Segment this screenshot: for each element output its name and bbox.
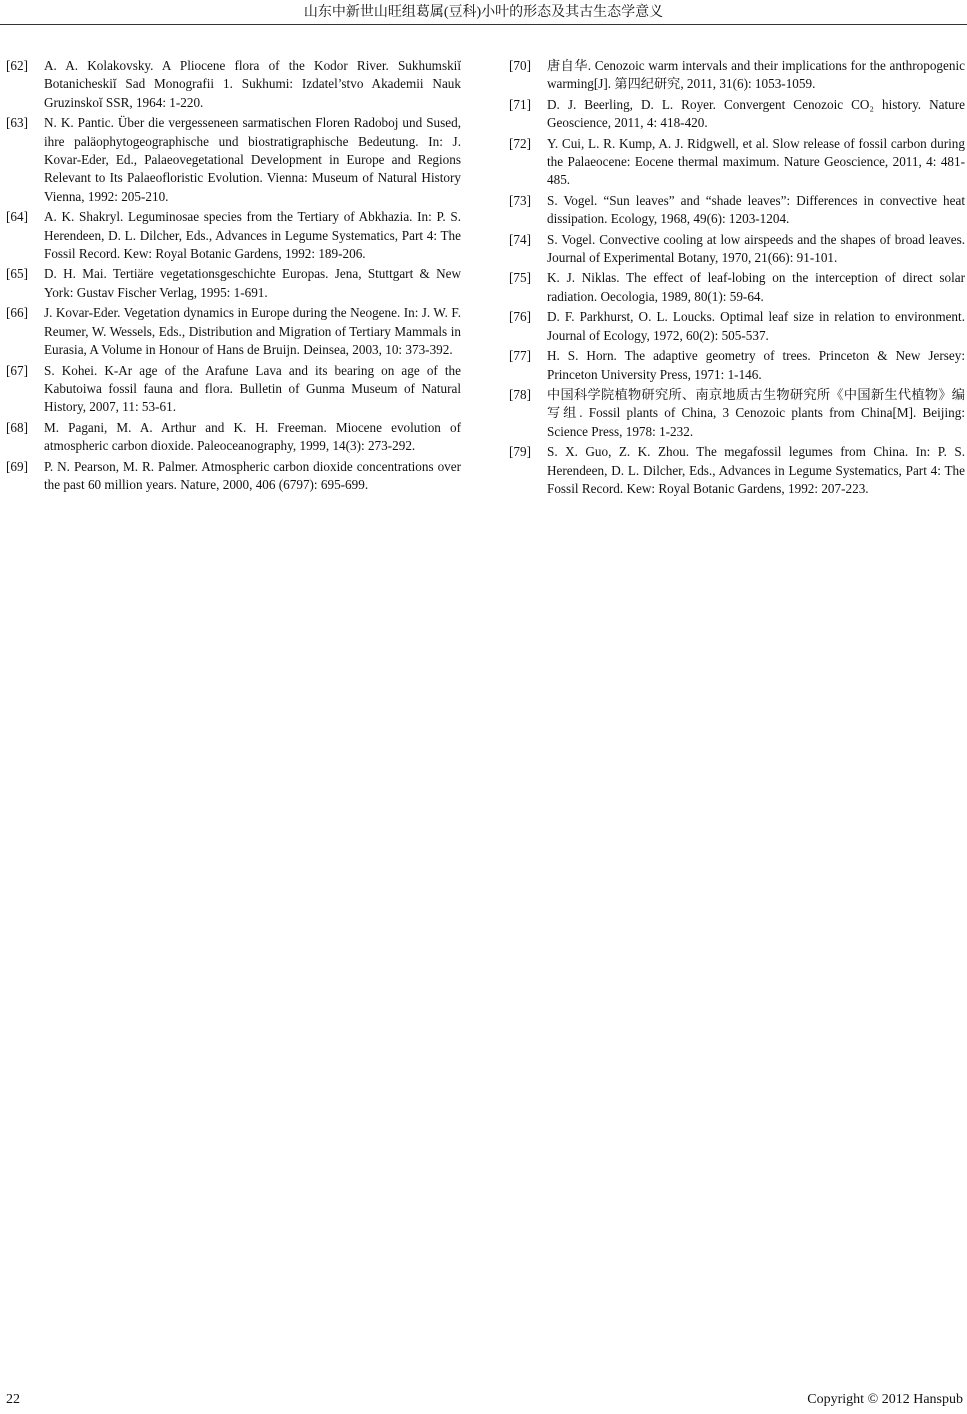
reference-item: [509, 57, 965, 94]
reference-number: [71]: [509, 96, 531, 112]
reference-number: [69]: [6, 458, 28, 474]
reference-text: S. Vogel. Convective cooling at low airspeeds and the shapes of broad leaves. Journal of Experimental Botany, 1970, 21(66): 91-101.: [547, 231, 965, 266]
copyright-notice: Copyright © 2012 Hanspub: [807, 1392, 963, 1407]
reference-text: N. K. Pantic. Über die vergesseneen sarmatischen Floren Radoboj und Sused, ihre paläophytogeographische und biostratigraphische Bedeutung. In: J. Kovar-Eder, Ed., Palaeovegetational Development in Europe and Regions Relevant to Its Palaeofloristic Evolution. Vienna: Museum of Natural History Vienna, 1992: 205-210.: [44, 115, 461, 204]
reference-number: [75]: [509, 270, 531, 286]
reference-text: S. X. Guo, Z. K. Zhou. The megafossil legumes from China. In: P. S. Herendeen, D. L. Dilcher, Eds., Advances in Legume Systematics, Part 4: The Fossil Record. Kew: Royal Botanic Gardens, 1992: 207-223.: [547, 444, 965, 496]
reference-item: [6, 458, 461, 495]
reference-text: S. Kohei. K-Ar age of the Arafune Lava and its bearing on age of the Kabutoiwa fossil fauna and flora. Bulletin of Gunma Museum of Natural History, 2007, 11: 53-61.: [44, 362, 461, 415]
reference-text: A. K. Shakryl. Leguminosae species from the Tertiary of Abkhazia. In: P. S. Herendeen, D. L. Dilcher, Eds., Advances in Legume Systematics, Part 4: The Fossil Record. Kew: Royal Botanic Gardens, 1992: 189-206.: [44, 209, 461, 262]
references-left-column: [6, 57, 461, 496]
reference-item: [509, 443, 965, 498]
reference-text: H. S. Horn. The adaptive geometry of trees. Princeton & New Jersey: Princeton University Press, 1971: 1-146.: [547, 348, 965, 382]
reference-item: [6, 208, 461, 263]
reference-text: M. Pagani, M. A. Arthur and K. H. Freeman. Miocene evolution of atmospheric carbon dioxide. Paleoceanography, 1999, 14(3): 273-292.: [44, 419, 461, 454]
reference-item: [509, 135, 965, 190]
reference-text: 唐自华. Cenozoic warm intervals and their implications for the anthropogenic warming[J]. 第四纪研究, 2011, 31(6): 1053-1059.: [547, 58, 965, 92]
reference-text: Y. Cui, L. R. Kump, A. J. Ridgwell, et al. Slow release of fossil carbon during the Palaeocene: Eocene thermal maximum. Nature Geoscience, 2011, 4: 481-485.: [547, 135, 965, 188]
reference-text: A. A. Kolakovsky. A Pliocene flora of the Kodor River. Sukhumskiĭ Botanicheskiĭ Sad Monografii 1. Sukhumi: Izdatel’stvo Akademii Nauk Gruzinskoĭ SSR, 1964: 1-220.: [44, 58, 461, 110]
reference-text: D. H. Mai. Tertiäre vegetationsgeschichte Europas. Jena, Stuttgart & New York: Gustav Fischer Verlag, 1995: 1-691.: [44, 266, 461, 300]
reference-number: [74]: [509, 231, 531, 247]
reference-item: [509, 231, 965, 268]
reference-text: K. J. Niklas. The effect of leaf-lobing on the interception of direct solar radiation. Oecologia, 1989, 80(1): 59-64.: [547, 270, 965, 304]
reference-number: [67]: [6, 362, 28, 378]
reference-number: [64]: [6, 209, 28, 225]
reference-item: [6, 265, 461, 302]
reference-text: D. J. Beerling, D. L. Royer. Convergent Cenozoic CO₂ history. Nature Geoscience, 2011, 4: 418-420.: [547, 96, 965, 131]
references-right-column: [509, 57, 965, 500]
reference-item: [509, 308, 965, 345]
reference-item: [6, 362, 461, 417]
reference-text: 中国科学院植物研究所、南京地质古生物研究所《中国新生代植物》编写组. Fossil plants of China, 3 Cenozoic plants from China[M]. Beijing: Science Press, 1978: 1-232.: [547, 386, 965, 439]
reference-item: [6, 114, 461, 206]
reference-number: [65]: [6, 266, 28, 282]
reference-text: P. N. Pearson, M. R. Palmer. Atmospheric carbon dioxide concentrations over the past 60 million years. Nature, 2000, 406 (6797): 695-699.: [44, 458, 461, 492]
reference-text: S. Vogel. “Sun leaves” and “shade leaves”: Differences in convective heat dissipation. Ecology, 1968, 49(6): 1203-1204.: [547, 192, 965, 227]
reference-item: [6, 419, 461, 456]
reference-text: D. F. Parkhurst, O. L. Loucks. Optimal leaf size in relation to environment. Journal of Ecology, 1972, 60(2): 505-537.: [547, 309, 965, 343]
reference-number: [62]: [6, 58, 28, 73]
reference-number: [79]: [509, 444, 531, 460]
page-number: 22: [6, 1392, 20, 1407]
reference-number: [63]: [6, 115, 28, 131]
reference-item: [6, 57, 461, 112]
reference-number: [76]: [509, 309, 531, 325]
reference-number: [68]: [6, 419, 28, 435]
reference-item: [509, 386, 965, 441]
reference-item: [509, 347, 965, 384]
reference-item: [509, 192, 965, 229]
reference-text: J. Kovar-Eder. Vegetation dynamics in Europe during the Neogene. In: J. W. F. Reumer, W. Wessels, Eds., Distribution and Migration of Tertiary Mammals in Eurasia, A Volume in Honour of Hans de Bruijn. Deinsea, 2003, 10: 373-392.: [44, 305, 461, 358]
reference-number: [78]: [509, 386, 531, 402]
reference-number: [66]: [6, 305, 28, 321]
reference-number: [70]: [509, 58, 531, 73]
reference-item: [509, 269, 965, 306]
reference-item: [509, 96, 965, 133]
reference-number: [73]: [509, 192, 531, 208]
reference-number: [77]: [509, 348, 531, 364]
reference-item: [6, 304, 461, 359]
running-header: [0, 0, 967, 25]
reference-number: [72]: [509, 135, 531, 151]
header-title: 山东中新世山旺组葛属(豆科)小叶的形态及其古生态学意义: [303, 5, 664, 20]
